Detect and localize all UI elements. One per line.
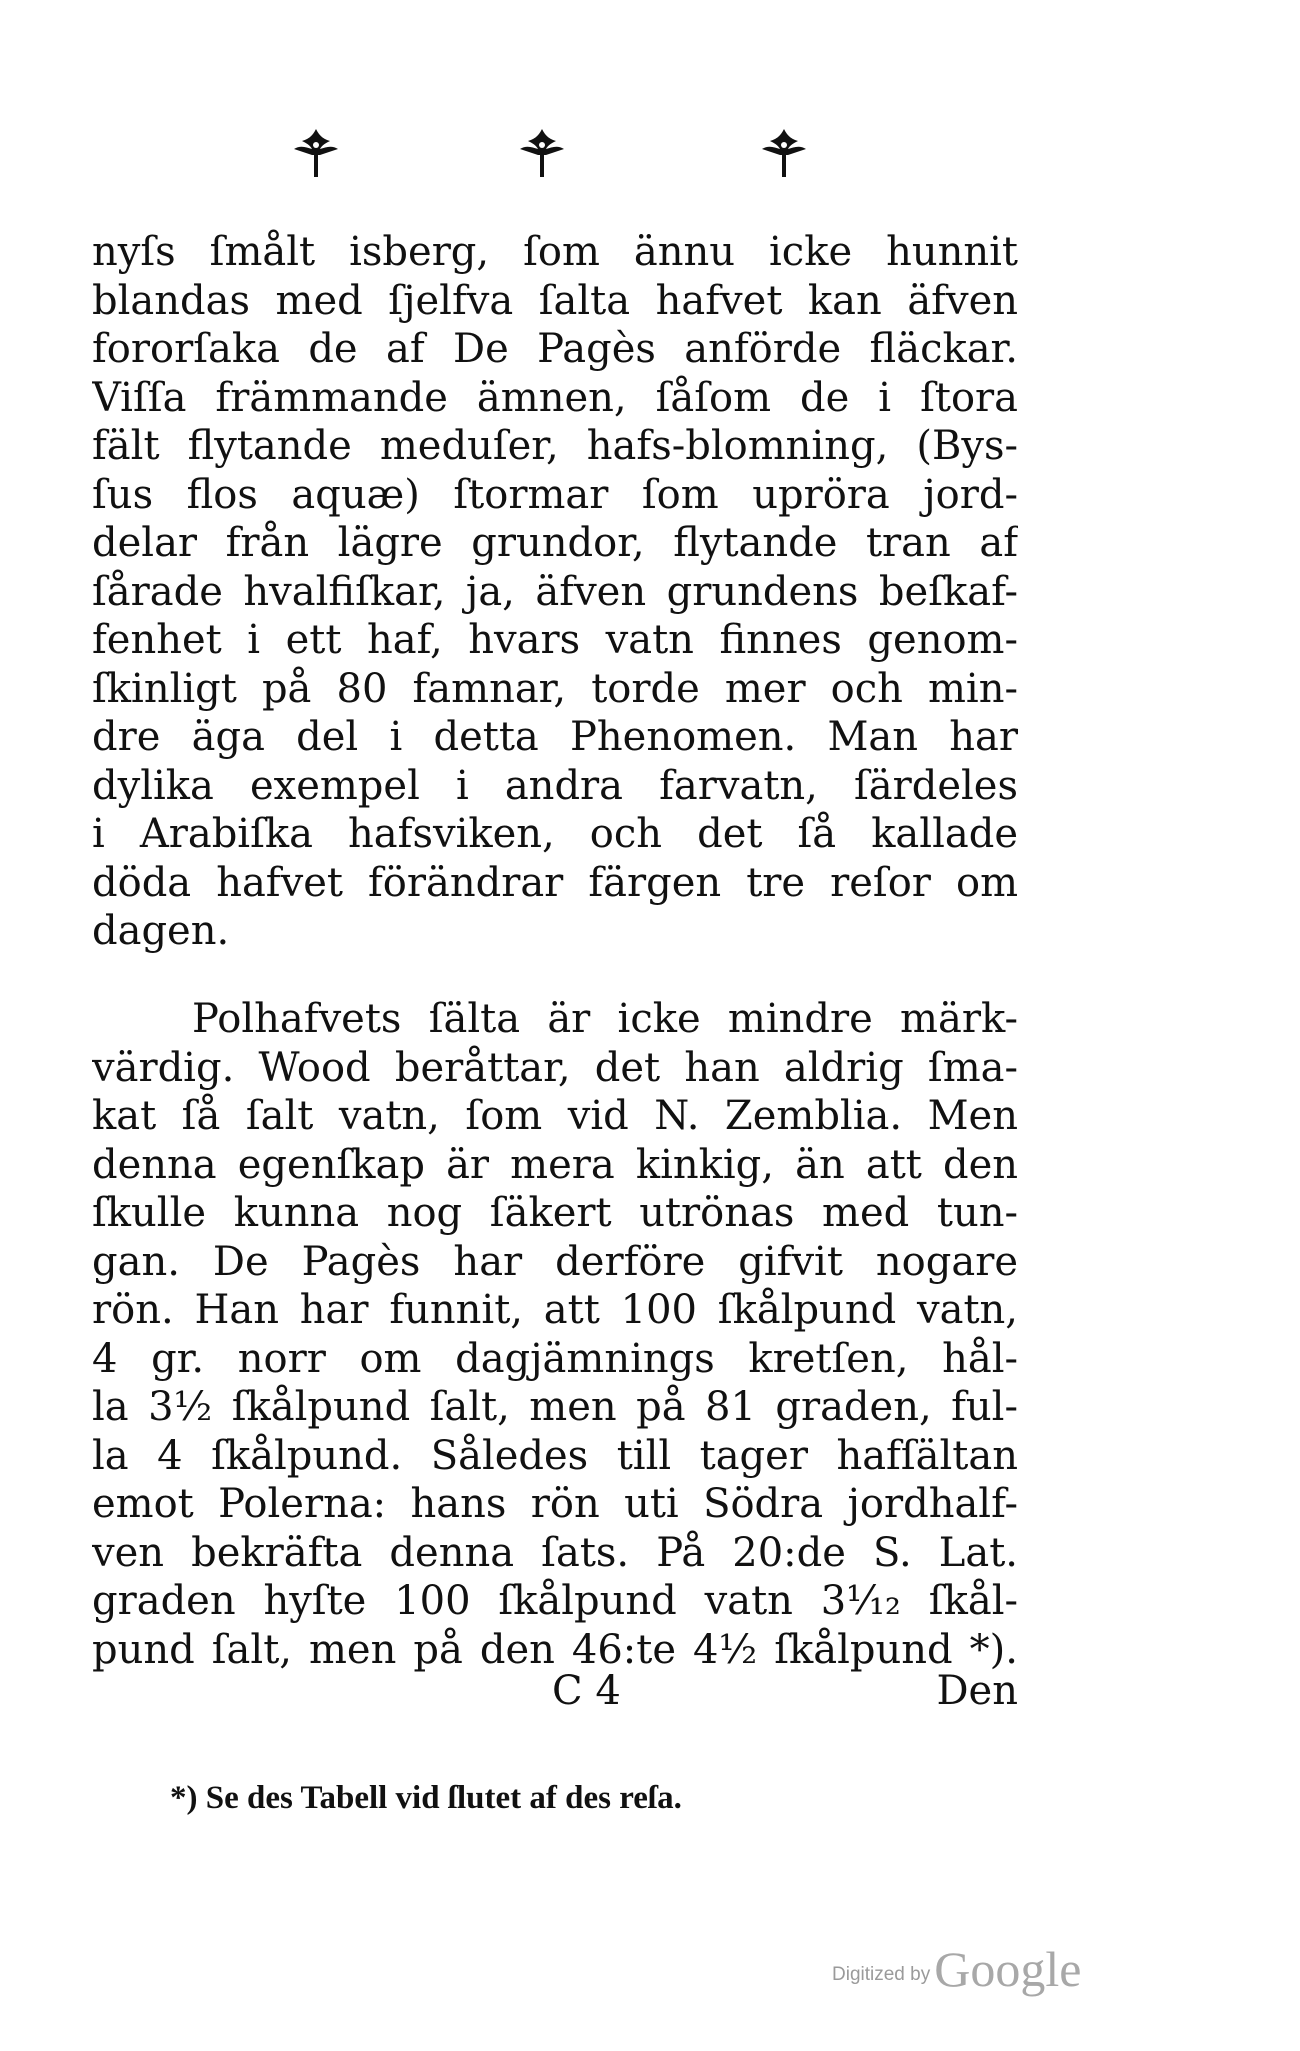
text-line: la 4 ſkålpund. Således till tager hafſältan (92, 1432, 1018, 1479)
text-line: dre äga del i detta Phenomen. Man har (92, 714, 1018, 760)
text-line: fenhet i ett haf, hvars vatn finnes genom- (92, 617, 1018, 663)
text-line: emot Polerna: hans rön uti Södra jordhalf- (92, 1481, 1018, 1527)
text-line: blandas med ſjelfva ſalta hafvet kan äfven (92, 277, 1018, 324)
footnote: *) Se des Tabell vid ſlutet af des reſa. (170, 1780, 682, 1816)
text-line: ſkulle kunna nog ſäkert utrönas med tun- (92, 1190, 1018, 1236)
text-line: rön. Han har funnit, att 100 ſkålpund vatn, (92, 1287, 1018, 1333)
text-line: i Arabiſka hafsviken, och det ſå kallade (92, 811, 1018, 857)
text-line: la 3½ ſkålpund ſalt, men på 81 graden, ful- (92, 1384, 1018, 1430)
text-line: dylika exempel i andra farvatn, ſärdeles (92, 762, 1018, 809)
signature-mark: C 4 (552, 1668, 621, 1714)
text-line: delar från lägre grundor, flytande tran af (92, 520, 1018, 566)
text-line: kat ſå ſalt vatn, ſom vid N. Zemblia. Men (92, 1093, 1018, 1139)
fleuron-icon (516, 125, 568, 181)
digitized-watermark (832, 1940, 1081, 2000)
text-line: ſkinligt på 80 famnar, torde mer och min- (92, 665, 1018, 712)
text-line: ſårade hvalfiſkar, ja, äfven grundens beſkaf- (92, 568, 1018, 615)
fleuron-icon (290, 125, 342, 181)
text-line: döda hafvet förändrar färgen tre reſor om (92, 859, 1018, 906)
text-line: värdig. Wood beråttar, det han aldrig ſma- (92, 1044, 1018, 1091)
text-line: ven bekräfta denna ſats. På 20:de S. Lat. (92, 1529, 1018, 1576)
text-line: fält flytande meduſer, hafs-blomning, (Bys- (92, 423, 1018, 469)
text-line: fororſaka de af De Pagès anförde fläckar. (92, 326, 1018, 372)
text-line-indented: Polhafvets ſälta är icke mindre märk- (192, 996, 1018, 1042)
google-logo: Google (934, 1941, 1082, 1997)
fleuron-icon (758, 125, 810, 181)
text-line: Viſſa främmande ämnen, ſåſom de i ſtora (92, 374, 1018, 421)
text-line: graden hyſte 100 ſkålpund vatn 3¹⁄₁₂ ſkål- (92, 1578, 1018, 1624)
text-line-last: dagen. (92, 908, 230, 954)
text-line: nyſs ſmålt isberg, ſom ännu icke hunnit (92, 229, 1018, 275)
text-line: 4 gr. norr om dagjämnings kretſen, hål- (92, 1335, 1018, 1382)
text-line: ſus flos aquæ) ſtormar ſom upröra jord- (92, 471, 1018, 518)
text-line: gan. De Pagès har derföre gifvit nogare (92, 1238, 1018, 1285)
catchword: Den (936, 1668, 1018, 1714)
text-line: pund ſalt, men på den 46:te 4½ ſkålpund *). (92, 1626, 1018, 1673)
paragraph-2 (92, 995, 1018, 1674)
text-line: denna egenſkap är mera kinkig, än att den (92, 1141, 1018, 1188)
header-ornaments (0, 125, 1300, 185)
digitized-by-label: Digitized by (832, 1964, 931, 1985)
page-footer-line (92, 1668, 1018, 1718)
paragraph-1 (92, 228, 1018, 956)
